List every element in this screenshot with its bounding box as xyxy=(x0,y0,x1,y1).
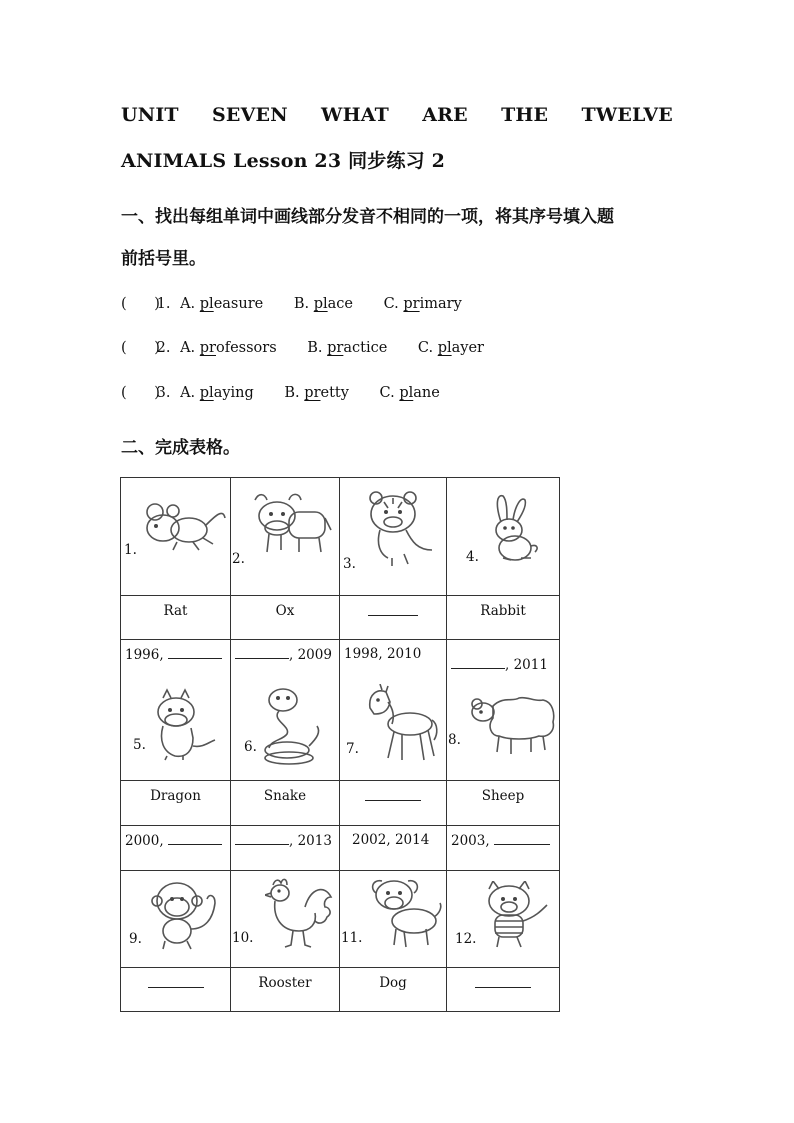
ox-icon xyxy=(249,490,333,560)
dog-icon xyxy=(370,879,444,949)
title-word: SEVEN xyxy=(212,104,288,126)
animal-name: Rabbit xyxy=(447,596,560,640)
word-rest: easure xyxy=(213,296,264,312)
year-text: , 2011 xyxy=(505,657,548,673)
cell-number: 4. xyxy=(466,549,479,565)
question-number: 3. xyxy=(156,385,171,401)
option-letter: C. xyxy=(417,340,434,356)
cell-number: 11. xyxy=(341,930,363,946)
rat-icon xyxy=(143,498,227,554)
underlined-part: pl xyxy=(199,385,214,401)
year-blank[interactable] xyxy=(168,646,222,659)
snake-icon xyxy=(261,686,327,766)
word-rest: ane xyxy=(413,385,440,401)
underlined-part: pr xyxy=(199,340,216,356)
option-letter: A. xyxy=(180,296,196,312)
cell-number: 2. xyxy=(232,551,245,567)
name-row xyxy=(121,596,560,640)
answer-paren[interactable]: ( ) xyxy=(121,340,160,356)
picture-cell xyxy=(447,478,560,596)
cell-number: 6. xyxy=(244,739,257,755)
picture-cell xyxy=(340,478,447,596)
animal-name: Dog xyxy=(340,968,447,1012)
year-picture-cell xyxy=(447,640,560,781)
title-word: WHAT xyxy=(321,104,389,126)
year-cell: 2002, 2014 xyxy=(340,826,447,871)
option-letter: B. xyxy=(293,296,310,312)
year-blank[interactable] xyxy=(235,646,289,659)
picture-row xyxy=(121,478,560,596)
section1-heading-line2: 前括号里。 xyxy=(121,249,206,269)
option-c xyxy=(380,385,440,401)
title-word: TWELVE xyxy=(581,104,673,126)
pig-icon xyxy=(483,881,555,949)
section2-heading: 二、完成表格。 xyxy=(121,438,240,458)
year-line xyxy=(231,640,339,663)
picture-cell xyxy=(121,478,231,596)
underlined-part: pl xyxy=(199,296,214,312)
cell-number: 12. xyxy=(455,931,477,947)
year-blank[interactable] xyxy=(235,832,289,845)
year-cell xyxy=(121,826,231,871)
title-line-1 xyxy=(121,104,673,126)
zodiac-table xyxy=(120,477,560,1012)
rabbit-icon xyxy=(485,492,541,564)
picture-cell xyxy=(447,871,560,968)
year-line xyxy=(121,640,230,663)
cell-number: 5. xyxy=(133,737,146,753)
picture-cell xyxy=(231,478,340,596)
word-rest: actice xyxy=(343,340,388,356)
year-cell xyxy=(447,826,560,871)
year-line: 1998, 2010 xyxy=(344,646,422,662)
word-rest: etty xyxy=(320,385,349,401)
picture-row xyxy=(121,871,560,968)
word-rest: imary xyxy=(419,296,462,312)
option-b xyxy=(307,340,387,356)
underlined-part: pl xyxy=(313,296,328,312)
year-row xyxy=(121,826,560,871)
question-2 xyxy=(121,340,510,356)
year-picture-row xyxy=(121,640,560,781)
title-word: UNIT xyxy=(121,104,179,126)
rooster-icon xyxy=(265,877,335,951)
option-letter: C. xyxy=(383,296,399,312)
animal-name: Ox xyxy=(231,596,340,640)
word-rest: ofessors xyxy=(215,340,277,356)
answer-paren[interactable]: ( ) xyxy=(121,385,160,401)
cell-number: 7. xyxy=(346,741,359,757)
option-c xyxy=(384,296,462,312)
animal-name: Snake xyxy=(231,781,340,826)
word-rest: ayer xyxy=(451,340,484,356)
option-a xyxy=(180,340,277,356)
dragon-icon xyxy=(153,688,219,762)
option-letter: C. xyxy=(379,385,395,401)
word-rest: ace xyxy=(327,296,353,312)
name-row xyxy=(121,781,560,826)
cell-number: 1. xyxy=(124,542,137,558)
year-line xyxy=(447,640,559,673)
monkey-icon xyxy=(151,879,221,951)
option-letter: A. xyxy=(180,385,196,401)
underlined-part: pl xyxy=(437,340,452,356)
animal-name: Rat xyxy=(121,596,231,640)
picture-cell xyxy=(340,871,447,968)
animal-name-blank[interactable] xyxy=(340,596,447,640)
animal-name-blank[interactable] xyxy=(340,781,447,826)
sheep-icon xyxy=(469,696,557,756)
cell-number: 10. xyxy=(232,930,254,946)
tiger-icon xyxy=(362,488,442,568)
underlined-part: pr xyxy=(327,340,344,356)
section1-heading-line1: 一、找出每组单词中画线部分发音不相同的一项，将其序号填入题 xyxy=(121,207,614,227)
answer-paren[interactable]: ( ) xyxy=(121,296,160,312)
underlined-part: pr xyxy=(304,385,321,401)
option-letter: B. xyxy=(284,385,300,401)
option-c xyxy=(418,340,484,356)
year-blank[interactable] xyxy=(451,656,505,669)
year-cell xyxy=(231,826,340,871)
animal-name: Dragon xyxy=(121,781,231,826)
option-b xyxy=(284,385,349,401)
year-text: 2000, xyxy=(125,833,168,849)
cell-number: 3. xyxy=(343,556,356,572)
year-picture-cell xyxy=(231,640,340,781)
year-text: 2003, xyxy=(451,833,494,849)
animal-name: Rooster xyxy=(231,968,340,1012)
question-number: 2. xyxy=(156,340,171,356)
year-text: , 2013 xyxy=(289,833,332,849)
year-picture-cell xyxy=(121,640,231,781)
animal-name: Sheep xyxy=(447,781,560,826)
animal-name-blank[interactable] xyxy=(447,968,560,1012)
picture-cell xyxy=(231,871,340,968)
underlined-part: pr xyxy=(403,296,420,312)
option-letter: A. xyxy=(180,340,196,356)
animal-name-blank[interactable] xyxy=(121,968,231,1012)
word-rest: aying xyxy=(213,385,254,401)
title-word: ARE xyxy=(422,104,468,126)
question-number: 1. xyxy=(156,296,171,312)
year-picture-cell xyxy=(340,640,447,781)
horse-icon xyxy=(364,684,440,764)
option-letter: B. xyxy=(307,340,323,356)
question-3 xyxy=(121,385,466,401)
title-word: THE xyxy=(501,104,549,126)
underlined-part: pl xyxy=(399,385,414,401)
year-text: 1996, xyxy=(125,647,168,663)
question-1 xyxy=(121,296,488,312)
option-a xyxy=(180,296,263,312)
year-blank[interactable] xyxy=(494,832,550,845)
year-text: , 2009 xyxy=(289,647,332,663)
cell-number: 8. xyxy=(448,732,461,748)
name-row xyxy=(121,968,560,1012)
picture-cell xyxy=(121,871,231,968)
option-b xyxy=(294,296,353,312)
year-blank[interactable] xyxy=(168,832,222,845)
option-a xyxy=(180,385,254,401)
title-line-2: ANIMALS Lesson 23 同步练习 2 xyxy=(121,150,446,172)
cell-number: 9. xyxy=(129,931,142,947)
